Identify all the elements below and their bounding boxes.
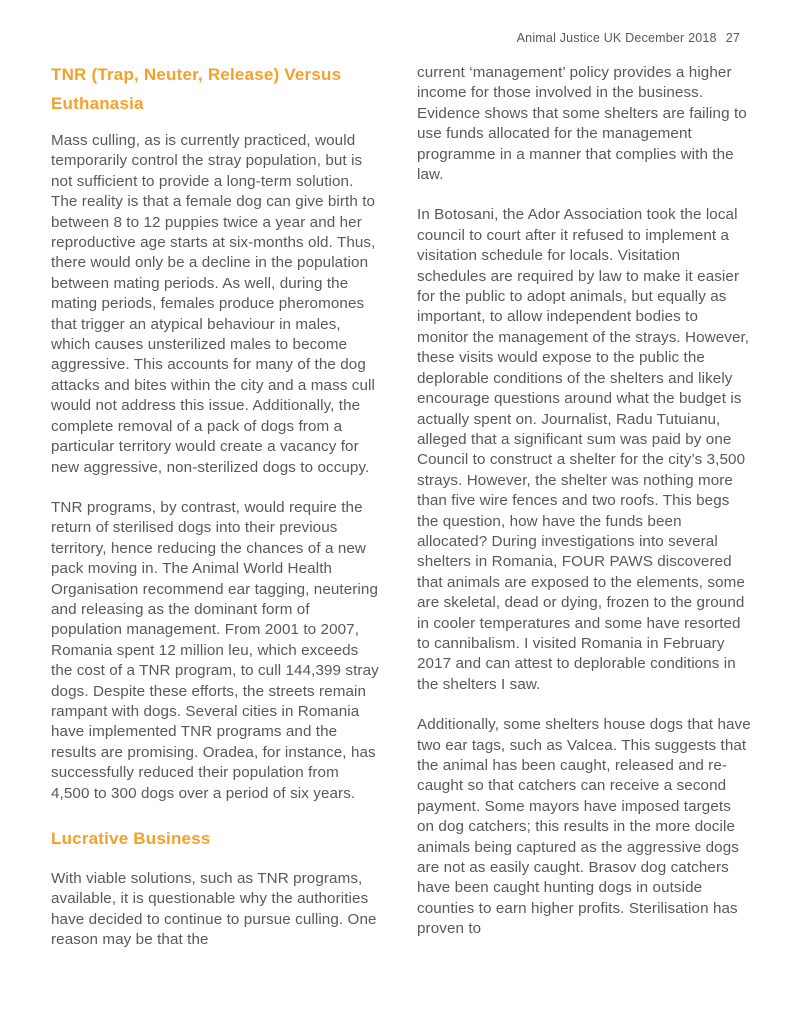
page-number: 27 xyxy=(725,31,740,45)
paragraph-viable-solutions: With viable solutions, such as TNR programs, available, it is questionable why the authorities have decided to continue to pursue culling. One reason may be that the xyxy=(51,870,377,949)
section-heading-tnr-versus-euthanasia: TNR (Trap, Neuter, Release) Versus Euthanasia xyxy=(51,65,342,113)
page-header xyxy=(517,30,740,46)
section-heading-lucrative-business: Lucrative Business xyxy=(51,829,211,848)
paragraph-mass-culling: Mass culling, as is currently practiced, would temporarily control the stray population, but is not sufficient to provide a long-term solution. The reality is that a female dog can give birth to between 8 to 12 puppies twice a year and her reproductive age starts at six-months old. Thus, there would only be a decline in the population between mating periods. As well, during the mating periods, females produce pheromones that trigger an atypical behaviour in males, which causes unsterilized males to become aggressive. This accounts for many of the dog attacks and bites within the city and a mass cull would not address this issue. Additionally, the complete removal of a pack of dogs from a particular territory would create a vacancy for new aggressive, non-sterilized dogs to occupy. xyxy=(51,132,376,476)
paragraph-tnr-programs: TNR programs, by contrast, would require the return of sterilised dogs into their previous territory, hence reducing the chances of a new pack moving in. The Animal World Health Organisation recommend ear tagging, neutering and releasing as the dominant form of population management. From 2001 to 2007, Romania spent 12 million leu, which exceeds the cost of a TNR program, to cull 144,399 stray dogs. Despite these efforts, the streets remain rampant with dogs. Several cities in Romania have implemented TNR programs and the results are promising. Oradea, for instance, has successfully reduced their population from 4,500 to 300 dogs over a period of six years. xyxy=(51,498,379,802)
left-column xyxy=(51,60,379,971)
publication-title: Animal Justice UK December 2018 xyxy=(516,31,717,45)
paragraph-botosani-ador-association: In Botosani, the Ador Association took the local council to court after it refused to implement a visitation schedule for locals. Visitation schedules are required by law to make it easier for the public to adopt animals, but equally as important, to allow independent bodies to monitor the management of the strays. However, these visits would expose to the public the deplorable conditions of the shelters and likely encourage questions around what the budget is actually spent on. Journalist, Radu Tutuianu, alleged that a significant sum was paid by one Council to construct a shelter for the city’s 3,500 strays. However, the shelter was nothing more than five wire fences and two roofs. This begs the question, how have the funds been allocated? During investigations into several shelters in Romania, FOUR PAWS discovered that animals are exposed to the elements, some are skeletal, dead or dying, frozen to the ground in cooler temperatures and some have resorted to cannibalism. I visited Romania in February 2017 and can attest to deplorable conditions in the shelters I saw. xyxy=(417,206,750,693)
paragraph-shelters-ear-tags: Additionally, some shelters house dogs that have two ear tags, such as Valcea. This suggests that the animal has been caught, released and re-caught so that catchers can receive a second payment. Some mayors have imposed targets on dog catchers; this results in the more docile animals being captured as the aggressive dogs are not as easily caught. Brasov dog catchers have been caught hunting dogs in outside counties to earn higher profits. Sterilisation has proven to xyxy=(417,716,751,938)
right-column xyxy=(417,60,751,960)
paragraph-current-management-policy: current ‘management’ policy provides a higher income for those involved in the business. Evidence shows that some shelters are failing to use funds allocated for the management programme in a manner that complies with the law. xyxy=(417,64,747,184)
